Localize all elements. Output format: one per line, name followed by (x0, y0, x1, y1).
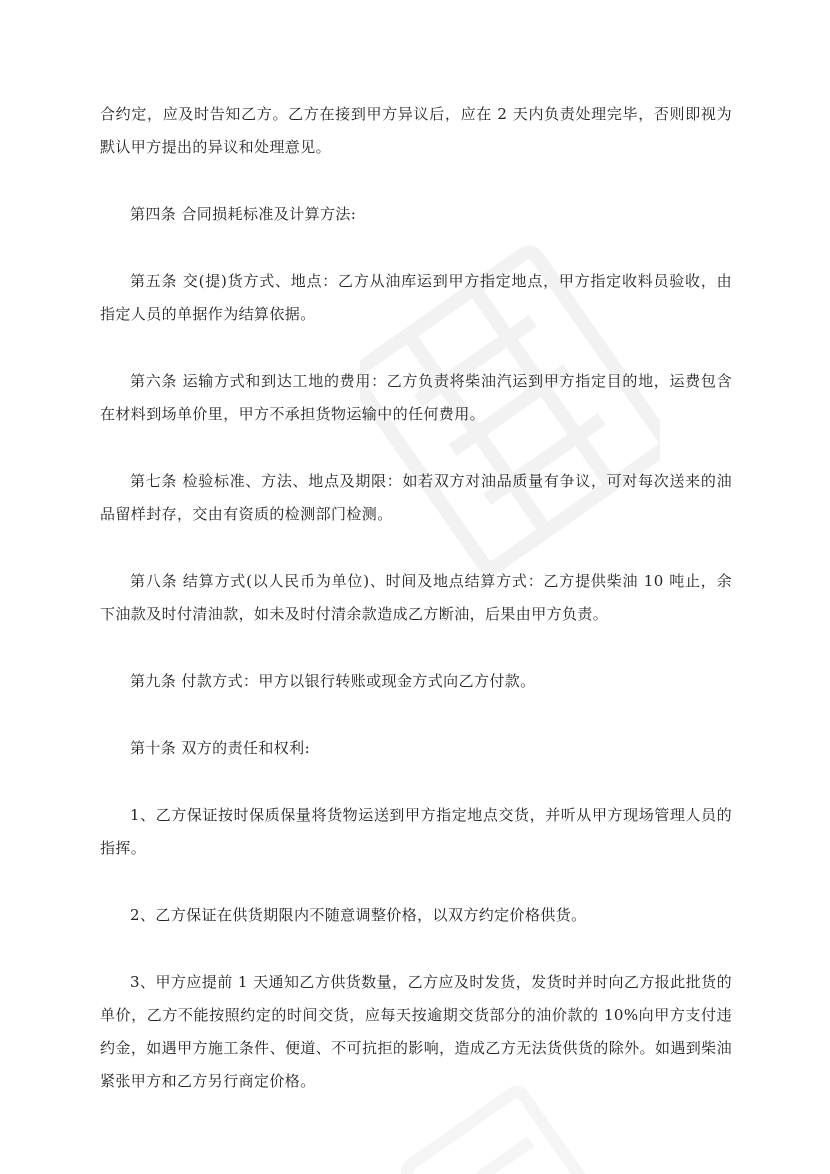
article-8-paragraph: 第八条 结算方式(以人民币为单位)、时间及地点结算方式：乙方提供柴油 10 吨止，余下油款及时付清油款，如未及时付清余款造成乙方断油，后果由甲方负责。 (100, 572, 732, 623)
article-5-paragraph: 第五条 交(提)货方式、地点：乙方从油库运到甲方指定地点，甲方指定收料员验收，由指定人员的单据作为结算依据。 (100, 272, 732, 323)
article-6-paragraph: 第六条 运输方式和到达工地的费用：乙方负责将柴油汽运到甲方指定目的地，运费包含在材料到场单价里，甲方不承担货物运输中的任何费用。 (100, 372, 732, 423)
clause-3-paragraph: 3、甲方应提前 1 天通知乙方供货数量，乙方应及时发货，发货时并时向乙方报此批货的单价，乙方不能按照约定的时间交货，应每天按逾期交货部分的油价款的 10%向甲方支付违约金，如遇甲方施工条件、便道、不可抗拒的影响，造成乙方无法货供货的除外。如遇到柴油紧张甲方和乙方另行商定价格。 (100, 973, 732, 1090)
article-10-heading: 第十条 双方的责任和权利: (130, 739, 311, 757)
clause-2-paragraph: 2、乙方保证在供货期限内不随意调整价格，以双方约定价格供货。 (130, 906, 587, 924)
article-7-paragraph: 第七条 检验标准、方法、地点及期限：如若双方对油品质量有争议，可对每次送来的油品留样封存，交由有资质的检测部门检测。 (100, 472, 732, 523)
clause-1-paragraph: 1、乙方保证按时保质保量将货物运送到甲方指定地点交货，并听从甲方现场管理人员的指挥。 (100, 806, 732, 857)
paragraph-continuation: 合约定，应及时告知乙方。乙方在接到甲方异议后，应在 2 天内负责处理完毕，否则即视为默认甲方提出的异议和处理意见。 (100, 105, 732, 156)
article-4-heading: 第四条 合同损耗标准及计算方法: (130, 205, 357, 223)
document-body (100, 98, 732, 1098)
article-9-paragraph: 第九条 付款方式：甲方以银行转账或现金方式向乙方付款。 (130, 672, 536, 690)
